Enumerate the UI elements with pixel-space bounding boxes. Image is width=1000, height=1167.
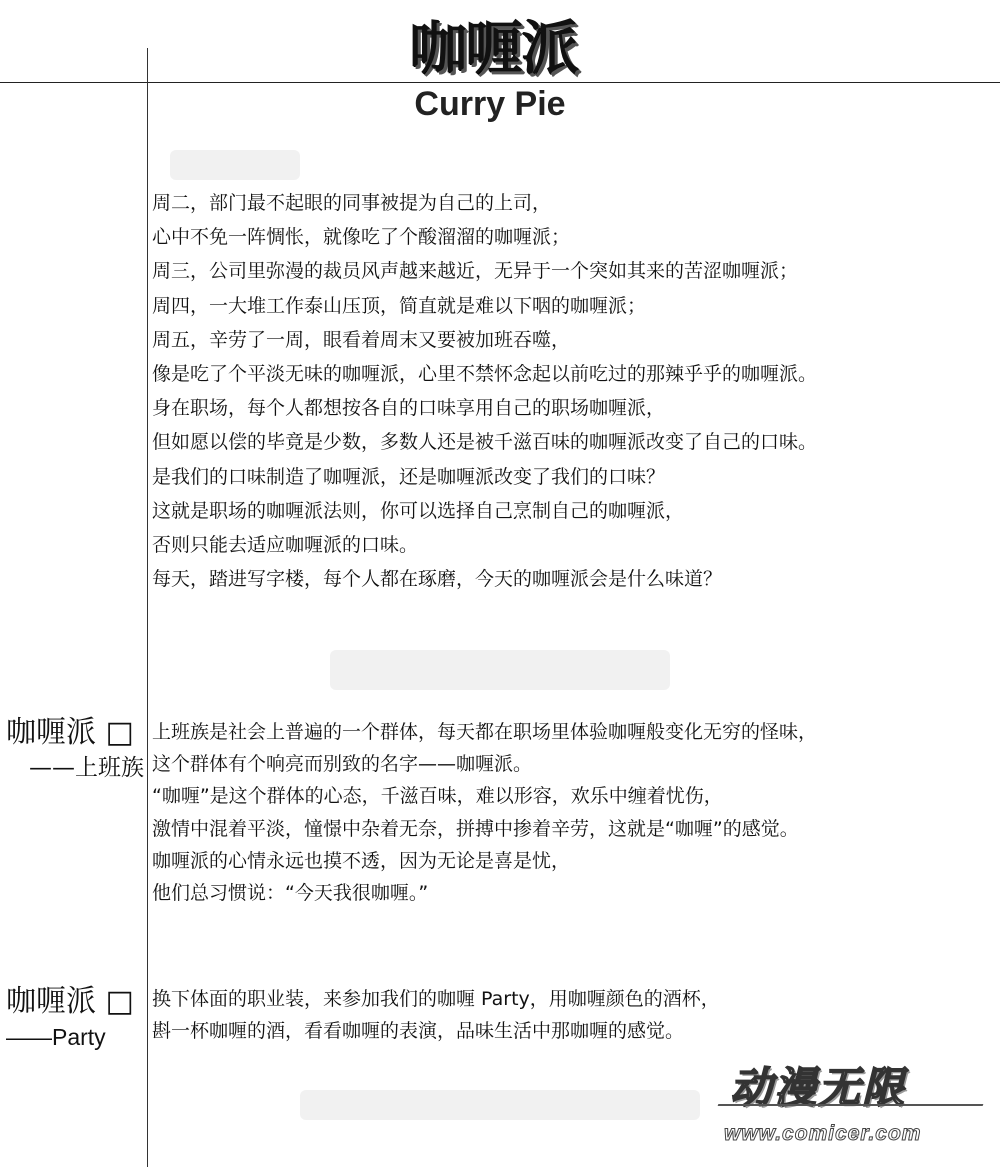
section-line: “咖喱”是这个群体的心态，千滋百味，难以形容，欢乐中缠着忧伤， <box>152 785 723 808</box>
intro-line: 是我们的口味制造了咖喱派，还是咖喱派改变了我们的口味？ <box>152 465 666 488</box>
intro-paragraph <box>152 186 982 596</box>
section-line: 他们总习惯说：“今天我很咖喱。” <box>152 882 429 905</box>
title-english: Curry Pie <box>414 85 566 123</box>
background-texture <box>330 650 670 690</box>
section-heading: 咖喱派 □ <box>6 984 134 1019</box>
intro-line: 周五，辛劳了一周，眼看着周末又要被加班吞噬， <box>152 328 571 351</box>
intro-line: 像是吃了个平淡无味的咖喱派，心里不禁怀念起以前吃过的那辣乎乎的咖喱派。 <box>152 363 818 386</box>
intro-line: 但如愿以偿的毕竟是少数，多数人还是被千滋百味的咖喱派改变了自己的口味。 <box>152 431 818 454</box>
watermark-logo: 动漫无限 <box>730 1063 907 1112</box>
section-line: 这个群体有个响亮而别致的名字——咖喱派。 <box>152 753 533 776</box>
intro-line: 周四，一大堆工作泰山压顶，简直就是难以下咽的咖喱派； <box>152 294 647 317</box>
background-texture <box>170 150 300 180</box>
intro-line: 否则只能去适应咖喱派的口味。 <box>152 534 419 557</box>
intro-line: 心中不免一阵惆怅，就像吃了个酸溜溜的咖喱派； <box>152 226 571 249</box>
margin-rule <box>147 48 148 1167</box>
section-label-office-workers <box>6 714 144 784</box>
section-line: 上班族是社会上普遍的一个群体，每天都在职场里体验咖喱般变化无穷的怪味， <box>152 721 818 743</box>
watermark-underline <box>718 1104 984 1106</box>
header-rule <box>0 82 1000 83</box>
section-line: 换下体面的职业装，来参加我们的咖喱 Party，用咖喱颜色的酒杯， <box>152 988 720 1010</box>
section-heading: 咖喱派 □ <box>6 715 134 750</box>
section-label-party <box>6 983 144 1053</box>
watermark-url: www.comicer.com <box>724 1122 922 1145</box>
section-subheading: ——Party <box>6 1024 106 1050</box>
background-texture <box>300 1090 700 1120</box>
intro-line: 身在职场，每个人都想按各自的口味享用自己的职场咖喱派， <box>152 397 666 420</box>
intro-line: 周二，部门最不起眼的同事被提为自己的上司， <box>152 192 552 214</box>
title-block <box>388 8 598 80</box>
section-line: 激情中混着平淡，憧憬中杂着无奈，拼搏中掺着辛劳，这就是“咖喱”的感觉。 <box>152 817 799 840</box>
section-subheading: ——上班族 <box>29 755 144 781</box>
section-line: 斟一杯咖喱的酒，看看咖喱的表演，品味生活中那咖喱的感觉。 <box>152 1020 685 1043</box>
title-chinese: 咖喱派 <box>401 16 585 80</box>
intro-line: 这就是职场的咖喱派法则，你可以选择自己烹制自己的咖喱派， <box>152 499 685 522</box>
intro-line: 每天，踏进写字楼，每个人都在琢磨，今天的咖喱派会是什么味道？ <box>152 568 723 591</box>
section-text-party <box>152 983 992 1047</box>
watermark <box>718 1060 988 1156</box>
section-line: 咖喱派的心情永远也摸不透，因为无论是喜是忧， <box>152 849 571 872</box>
intro-line: 周三，公司里弥漫的裁员风声越来越近，无异于一个突如其来的苦涩咖喱派； <box>152 260 799 283</box>
section-text-office-workers <box>152 716 992 909</box>
